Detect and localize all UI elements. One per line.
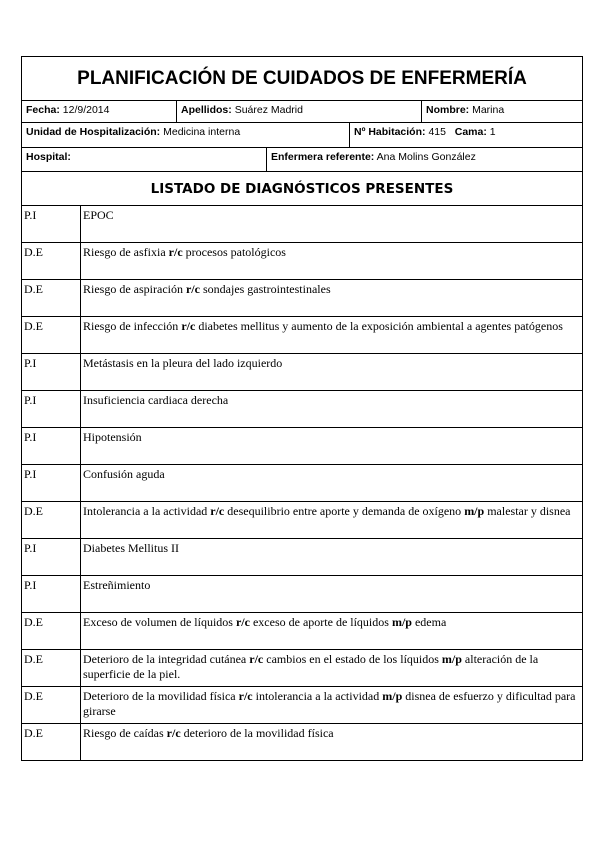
diagnosis-fragment: Diabetes Mellitus II [83, 541, 179, 555]
diagnosis-fragment: Intolerancia a la actividad [83, 504, 211, 518]
diagnosis-row [22, 354, 583, 391]
diagnosis-text [81, 391, 583, 428]
diagnosis-text [81, 317, 583, 354]
diagnosis-connector: r/c [238, 689, 253, 703]
diagnosis-text [81, 576, 583, 613]
diagnosis-connector: r/c [166, 726, 181, 740]
diagnosis-row [22, 317, 583, 354]
diagnosis-row [22, 243, 583, 280]
diagnosis-fragment: Deterioro de la movilidad física [83, 689, 239, 703]
diagnosis-code: P.I [22, 428, 81, 465]
diagnosis-text [81, 428, 583, 465]
diagnosis-row [22, 539, 583, 576]
header-row-3 [21, 147, 583, 171]
diagnosis-code: P.I [22, 576, 81, 613]
habitacion-label: Nº Habitación: [354, 126, 426, 138]
diagnosis-fragment: EPOC [83, 208, 114, 222]
diagnosis-connector: r/c [210, 504, 225, 518]
diagnoses-table [21, 205, 583, 761]
unidad-value: Medicina interna [163, 126, 241, 138]
diagnosis-fragment: Estreñimiento [83, 578, 151, 592]
diagnosis-code: P.I [22, 206, 81, 243]
diagnosis-fragment: Riesgo de asfixia [83, 245, 169, 259]
diagnosis-row [22, 613, 583, 650]
apellidos-label: Apellidos: [181, 104, 232, 116]
diagnosis-code: D.E [22, 280, 81, 317]
diagnosis-text [81, 539, 583, 576]
diagnosis-text [81, 243, 583, 280]
enfermera-cell [267, 148, 582, 171]
diagnosis-row [22, 280, 583, 317]
diagnosis-text [81, 280, 583, 317]
habitacion-cell [350, 123, 582, 147]
diagnosis-text [81, 465, 583, 502]
diagnosis-code: D.E [22, 613, 81, 650]
apellidos-value: Suárez Madrid [234, 104, 303, 116]
diagnosis-connector: m/p [382, 689, 403, 703]
diagnosis-fragment: exceso de aporte de líquidos [249, 615, 392, 629]
diagnosis-code: D.E [22, 243, 81, 280]
fecha-value: 12/9/2014 [62, 104, 110, 116]
fecha-cell [22, 101, 177, 122]
diagnosis-connector: r/c [181, 319, 196, 333]
diagnosis-row [22, 391, 583, 428]
diagnosis-row [22, 724, 583, 761]
diagnosis-code: D.E [22, 724, 81, 761]
diagnosis-text [81, 724, 583, 761]
diagnosis-fragment: cambios en el estado de los líquidos [263, 652, 442, 666]
cama-value: 1 [489, 126, 496, 138]
diagnosis-fragment: Hipotensión [83, 430, 142, 444]
enfermera-label: Enfermera referente: [271, 151, 375, 163]
diagnosis-connector: r/c [185, 282, 200, 296]
header-row-2 [21, 122, 583, 147]
habitacion-value: 415 [428, 126, 446, 138]
diagnosis-row [22, 687, 583, 724]
diagnosis-connector: m/p [441, 652, 462, 666]
header-row-1 [21, 100, 583, 122]
diagnosis-text [81, 613, 583, 650]
diagnosis-row [22, 650, 583, 687]
diagnosis-text [81, 502, 583, 539]
diagnosis-fragment: Insuficiencia cardiaca derecha [83, 393, 229, 407]
unidad-label: Unidad de Hospitalización: [26, 126, 161, 138]
cama-label: Cama: [454, 126, 487, 138]
diagnosis-fragment: Deterioro de la integridad cutánea [83, 652, 250, 666]
diagnosis-fragment: Metástasis en la pleura del lado izquierdo [83, 356, 283, 370]
diagnosis-code: D.E [22, 317, 81, 354]
fecha-label: Fecha: [26, 104, 60, 116]
diagnosis-fragment: Confusión aguda [83, 467, 165, 481]
care-plan-sheet [21, 56, 583, 761]
document-title: PLANIFICACIÓN DE CUIDADOS DE ENFERMERÍA [21, 56, 583, 100]
diagnosis-fragment: deterioro de la movilidad física [180, 726, 334, 740]
hospital-label: Hospital: [26, 151, 71, 163]
diagnosis-fragment: intolerancia a la actividad [252, 689, 383, 703]
diagnosis-row [22, 576, 583, 613]
nombre-label: Nombre: [426, 104, 470, 116]
diagnosis-code: P.I [22, 539, 81, 576]
diagnosis-fragment: desequilibrio entre aporte y demanda de oxígeno [224, 504, 465, 518]
diagnosis-code: P.I [22, 354, 81, 391]
enfermera-value: Ana Molins González [376, 151, 476, 163]
diagnosis-fragment: Riesgo de aspiración [83, 282, 186, 296]
diagnosis-fragment: diabetes mellitus y aumento de la exposición ambiental a agentes patógenos [195, 319, 563, 333]
diagnosis-fragment: malestar y disnea [484, 504, 571, 518]
diagnosis-row [22, 428, 583, 465]
diagnosis-row [22, 206, 583, 243]
nombre-cell [422, 101, 582, 122]
diagnosis-text [81, 354, 583, 391]
diagnosis-connector: m/p [391, 615, 412, 629]
diagnosis-code: D.E [22, 650, 81, 687]
diagnosis-fragment: sondajes gastrointestinales [199, 282, 331, 296]
diagnosis-fragment: Riesgo de caídas [83, 726, 167, 740]
hospital-cell [22, 148, 267, 171]
diagnosis-text [81, 650, 583, 687]
apellidos-cell [177, 101, 422, 122]
diagnosis-code: P.I [22, 465, 81, 502]
diagnoses-list-title: LISTADO DE DIAGNÓSTICOS PRESENTES [21, 171, 583, 205]
nombre-value: Marina [472, 104, 505, 116]
diagnosis-code: P.I [22, 391, 81, 428]
diagnosis-code: D.E [22, 687, 81, 724]
diagnosis-connector: r/c [168, 245, 183, 259]
diagnosis-fragment: procesos patológicos [182, 245, 286, 259]
diagnosis-fragment: Exceso de volumen de líquidos [83, 615, 236, 629]
diagnosis-text [81, 206, 583, 243]
diagnosis-row [22, 465, 583, 502]
diagnosis-fragment: Riesgo de infección [83, 319, 182, 333]
diagnosis-fragment: alteración de la superficie de la piel. [83, 652, 539, 681]
diagnosis-connector: r/c [249, 652, 264, 666]
diagnosis-fragment: disnea de esfuerzo y dificultad para girarse [83, 689, 576, 718]
diagnosis-connector: r/c [235, 615, 250, 629]
diagnosis-connector: m/p [464, 504, 485, 518]
diagnosis-text [81, 687, 583, 724]
diagnosis-code: D.E [22, 502, 81, 539]
unidad-cell [22, 123, 350, 147]
diagnosis-row [22, 502, 583, 539]
diagnosis-fragment: edema [411, 615, 447, 629]
